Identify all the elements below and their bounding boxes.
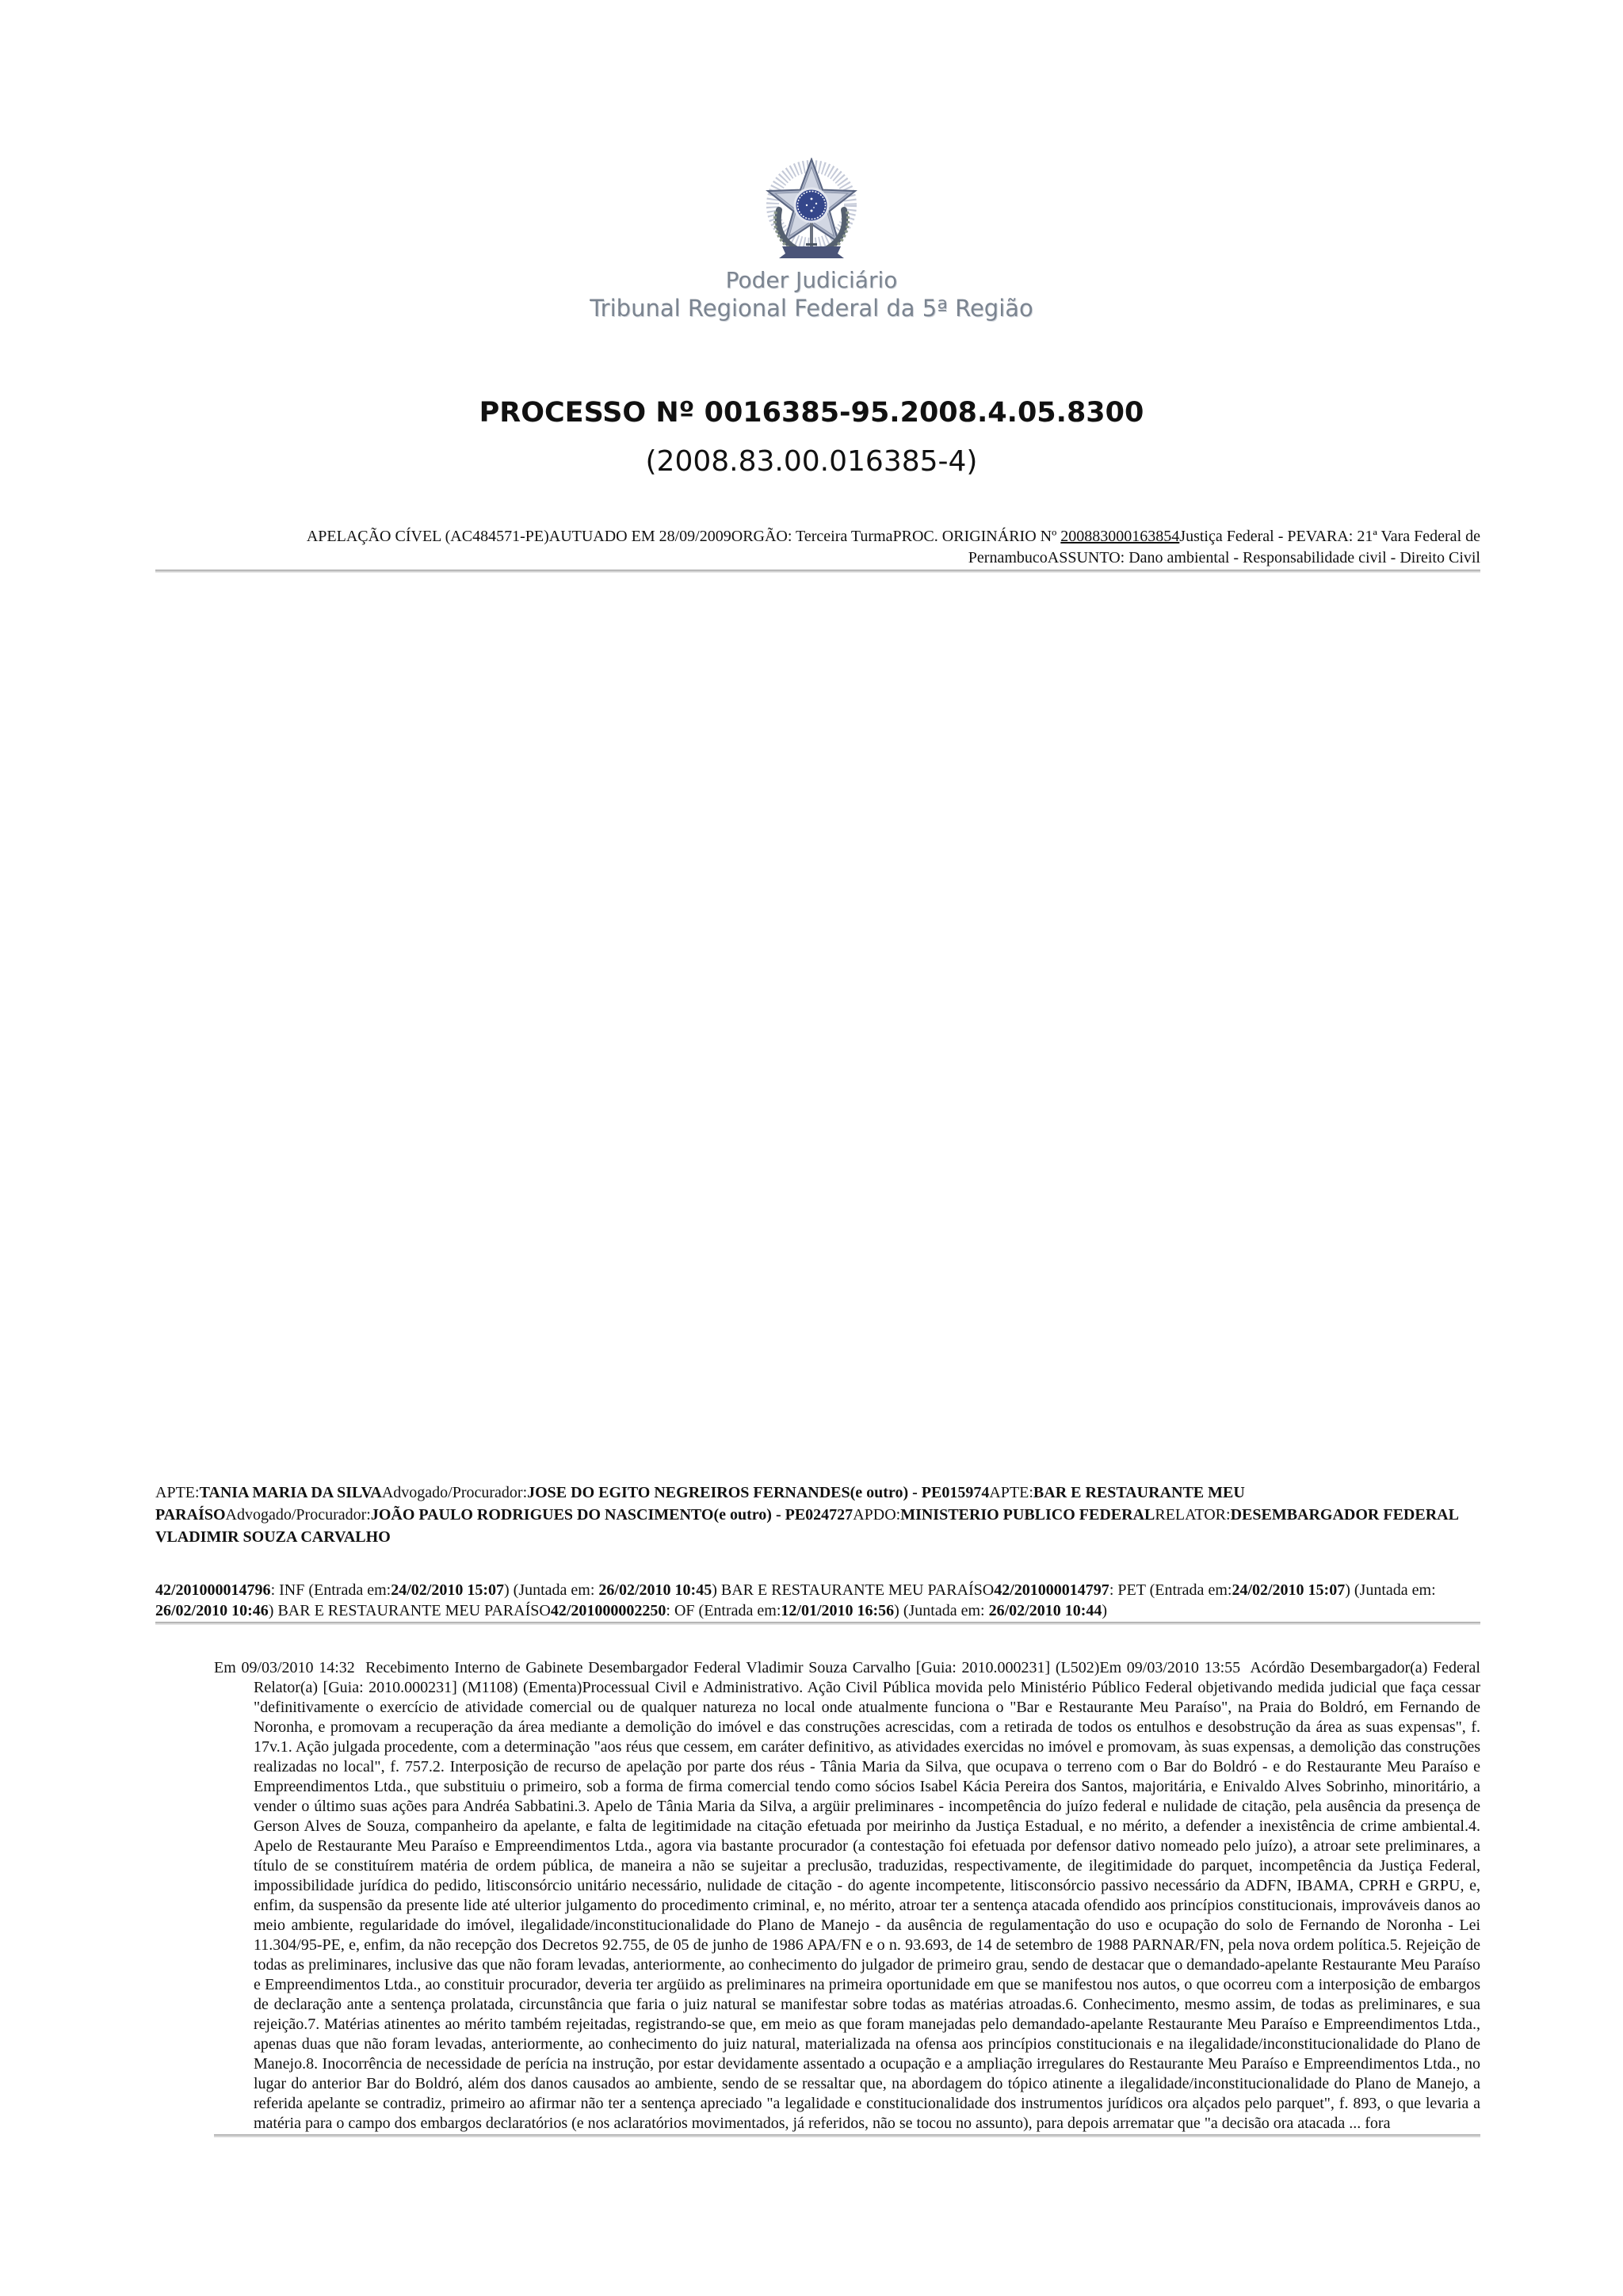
coat-of-arms-emblem (760, 158, 863, 262)
case-assunto: ASSUNTO: Dano ambiental - Responsabilidade civil - Direito Civil (1047, 549, 1480, 566)
court-name-line1: Poder Judiciário (725, 267, 898, 293)
movement-entry: Em 09/03/2010 14:32 Recebimento Interno de Gabinete Desembargador Federal Vladimir Souza Carvalho [Guia: 2010.000231] (L502) (214, 1659, 1100, 1676)
case-vara: VARA: 21ª Vara Federal de Pernambuco (968, 528, 1480, 566)
entrada-label: Entrada em: (314, 1581, 391, 1599)
juntada-label: Juntada em: (1359, 1581, 1436, 1599)
emblem-circle (795, 189, 828, 222)
juntada-label: Juntada em: (908, 1602, 985, 1619)
party-name: DESEMBARGADOR FEDERAL VLADIMIR SOUZA CARVALHO (155, 1506, 1458, 1546)
petition-item: 42/201000002250: OF (Entrada em:12/01/2010 16:56) (Juntada em: 26/02/2010 10:44) (550, 1602, 1108, 1619)
emblem-sword-hilt (806, 243, 817, 246)
party-name: BAR E RESTAURANTE MEU PARAÍSO (155, 1484, 1245, 1524)
case-justica: Justiça Federal - PE (1179, 528, 1306, 545)
petition-number: 42/201000002250 (550, 1602, 666, 1619)
petition-item: 42/201000014796: INF (Entrada em:24/02/2010 15:07) (Juntada em: 26/02/2010 10:45) BAR E RESTAURANTE MEU PARAÍSO (155, 1581, 995, 1599)
party-label: APDO: (853, 1506, 901, 1524)
party-label: APTE: (155, 1484, 200, 1501)
party-name: MINISTERIO PUBLICO FEDERAL (900, 1506, 1155, 1524)
party-label: Advogado/Procurador: (225, 1506, 371, 1524)
petition-type: INF (279, 1581, 305, 1599)
process-title: PROCESSO Nº 0016385-95.2008.4.05.8300 (479, 397, 1144, 429)
petition-item: 42/201000014797: PET (Entrada em:24/02/2010 15:07) (Juntada em: 26/02/2010 10:46) BAR E RESTAURANTE MEU PARAÍSO (155, 1581, 1436, 1619)
juntada-datetime: 26/02/2010 10:46 (155, 1602, 269, 1619)
party-label: Advogado/Procurador: (381, 1484, 528, 1501)
party-label: APTE: (989, 1484, 1033, 1501)
entrada-label: Entrada em: (704, 1602, 781, 1619)
petition-party: BAR E RESTAURANTE MEU PARAÍSO (720, 1581, 995, 1599)
entrada-label: Entrada em: (1155, 1581, 1232, 1599)
entrada-datetime: 24/02/2010 15:07 (1232, 1581, 1346, 1599)
original-process-link[interactable]: 200883000163854 (1060, 528, 1180, 545)
petitions-block (155, 1580, 1480, 1625)
petition-type: OF (674, 1602, 695, 1619)
petition-type: PET (1117, 1581, 1146, 1599)
case-info-block (155, 526, 1480, 573)
petition-number: 42/201000014796 (155, 1581, 271, 1599)
emblem-ribbon (779, 246, 844, 258)
original-process-label: PROC. ORIGINÁRIO Nº (892, 528, 1061, 545)
petition-party: BAR E RESTAURANTE MEU PARAÍSO (277, 1602, 551, 1619)
petition-number: 42/201000014797 (994, 1581, 1109, 1599)
movement-entry: Em 09/03/2010 13:55 Acórdão Desembargador(a) Federal Relator(a) [Guia: 2010.000231] (M1108) (Ementa)Processual Civil e Administrativo. Ação Civil Pública movida pelo Ministério Público Federal objetivando medida judicial que faça cessar "definitivamente o exercício de atividade comercial ou de qualquer natureza no local onde atualmente funciona o "Bar e Restaurante Meu Paraíso", na Praia do Boldró, em Fernando de Noronha, e promovam a recuperação da área mediante a demolição do imóvel e das construções acrescidas, com a retirada de todos os entulhos e desobstrução da área as suas expensas", f. 17v.1. Ação julgada procedente, com a determinação "aos réus que cessem, em caráter definitivo, as atividades exercidas no imóvel e promovam, às suas expensas, a demolição das construções realizadas no local", f. 757.2. Interposição de recurso de apelação por parte dos réus - Tânia Maria da Silva, que ocupava o terreno com o Bar do Boldró - e do Restaurante Meu Paraíso e Empreendimentos Ltda., que substituiu o primeiro, sob a forma de firma comercial tendo como sócios Isabel Kácia Pereira dos Santos, majoritária, e Enivaldo Alves Sobrinho, minoritário, a vender o último suas ações para Andréa Sabbatini.3. Apelo de Tânia Maria da Silva, a argüir preliminares - incompetência do juízo federal e nulidade de citação, pela ausência da presença de Gerson Alves de Souza, companheiro da apelante, e falta de legitimidade na citação efetuada por meirinho da Justiça Estadual, e no mérito, a defender a inexistência de crime ambiental.4. Apelo de Restaurante Meu Paraíso e Empreendimentos Ltda., agora via bastante procurador (a contestação foi efetuada por defensor dativo nomeado pelo juízo), a atroar sete preliminares, a título de se constituírem matéria de ordem pública, de maneira a não se sujeitar a preclusão, traduzidas, respectivamente, de ilegitimidade do parquet, incompetência da Justiça Federal, impossibilidade jurídica do pedido, litisconsórcio unitário necessário, nulidade de citação - do agente incompetente, litisconsórcio passivo necessário da ADFN, IBAMA, CPRH e GRPU, e, enfim, da suspensão da presente lide até ulterior julgamento do procedimento criminal, e, no mérito, atroar ter a sentença atacada ofendido aos princípios constitucionais, improváveis danos ao meio ambiente, regularidade do imóvel, ilegalidade/inconstitucionalidade do Plano de Manejo - da ausência de regulamentação do uso e ocupação do solo de Fernando de Noronha - Lei 11.304/95-PE, e, enfim, da não recepção dos Decretos 92.755, de 05 de junho de 1986 APA/FN e o n. 93.693, de 14 de setembro de 1988 PARNAR/FN, pela nova ordem política.5. Rejeição de todas as preliminares, inclusive das que não foram levadas, anteriormente, ao conhecimento do julgador de primeiro grau, sendo de destacar que o demandado-apelante Restaurante Meu Paraíso e Empreendimentos Ltda., ao constituir procurador, deveria ter argüido as preliminares na primeira oportunidade em que se manifestou nos autos, o que ocorreu com a interposição de embargos de declaração ante a sentença prolatada, circunstância que faria o juiz natural se manifestar sobre todas as matérias atroadas.6. Conhecimento, mesmo assim, de todas as preliminares, e sua rejeição.7. Matérias atinentes ao mérito também rejeitadas, registrando-se que, em meio as que foram manejadas pelo demandado-apelante Restaurante Meu Paraíso e Empreendimentos Ltda., apenas duas que não foram levadas, anteriormente, ao conhecimento do juiz natural, materializada na ofensa aos princípios constitucionais e na ilegalidade/inconstitucionalidade do Plano de Manejo.8. Inocorrência de necessidade de perícia na instrução, por estar devidamente assentado a ocupação e a ampliação irregulares do Restaurante Meu Paraíso e Empreendimentos Ltda., no lugar do anterior Bar do Boldró, além dos danos causados ao ambiente, sendo de se ressaltar que, na abordagem do tópico atinente a ilegalidade/inconstitucionalidade do Plano de Manejo, a referida apelante se contradiz, primeiro ao afirmar não ter a sentença apreciado "a legalidade e constitucionalidade dos instrumentos jurídicos ora alçados pelo parquet", f. 893, o que levaria a matéria para o campo dos embargos declaratórios (e nos aclaratórios movimentados, já referidos, não se tocou no assunto), para depois arrematar que "a decisão ora atacada ... fora (254, 1659, 1484, 2132)
party-label: RELATOR: (1155, 1506, 1231, 1524)
juntada-label: Juntada em: (518, 1581, 595, 1599)
entrada-datetime: 24/02/2010 15:07 (391, 1581, 504, 1599)
juntada-datetime: 26/02/2010 10:44 (988, 1602, 1102, 1619)
case-orgao: ORGÃO: Terceira Turma (731, 528, 893, 545)
movements-block (214, 1658, 1484, 2138)
party-name: JOSE DO EGITO NEGREIROS FERNANDES(e outro) - PE015974 (527, 1484, 990, 1501)
case-autuado: AUTUADO EM 28/09/2009 (548, 528, 731, 545)
juntada-datetime: 26/02/2010 10:45 (598, 1581, 712, 1599)
divider (155, 570, 1480, 573)
petitions-text (155, 1580, 1480, 1621)
case-class: APELAÇÃO CÍVEL (AC484571-PE) (306, 528, 549, 545)
case-info-text (155, 526, 1480, 569)
divider (214, 2134, 1480, 2138)
parties-block (155, 1482, 1480, 1548)
party-name: JOÃO PAULO RODRIGUES DO NASCIMENTO(e outro) - PE024727 (370, 1506, 854, 1524)
divider (155, 1622, 1480, 1625)
process-old-number: (2008.83.00.016385-4) (645, 445, 978, 478)
party-name: TANIA MARIA DA SILVA (199, 1484, 382, 1501)
court-name-line2: Tribunal Regional Federal da 5ª Região (590, 295, 1033, 322)
entrada-datetime: 12/01/2010 16:56 (781, 1602, 895, 1619)
movements-text (214, 1658, 1484, 2134)
